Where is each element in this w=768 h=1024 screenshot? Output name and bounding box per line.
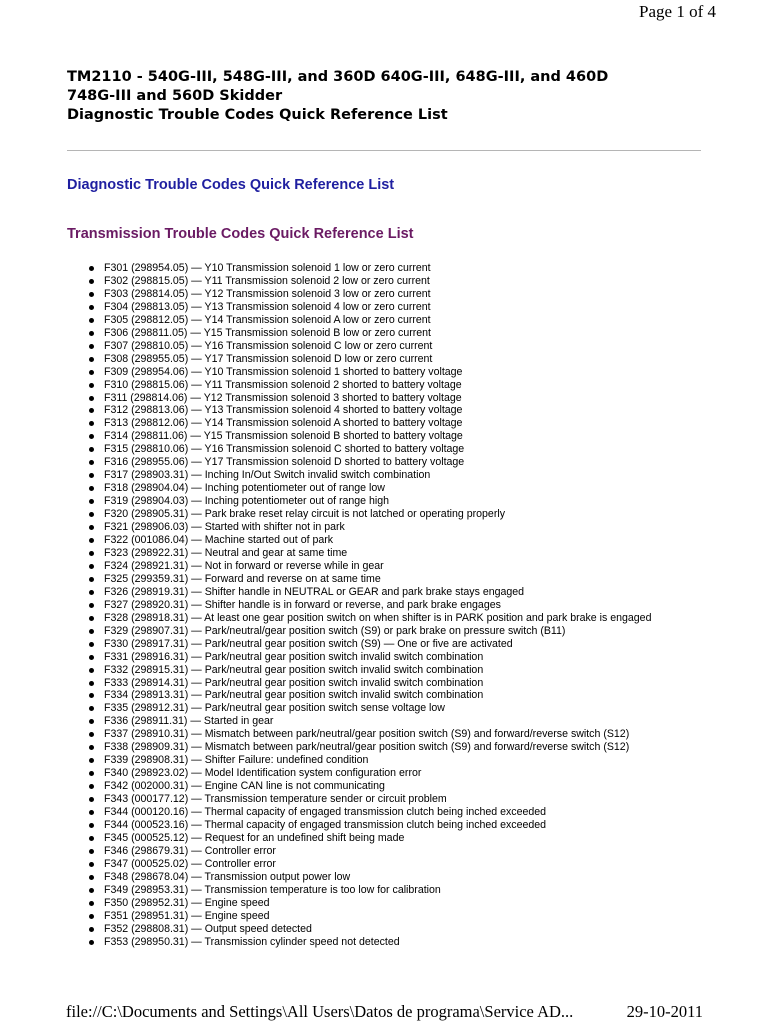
trouble-code-item: F314 (298811.06) — Y15 Transmission solenoid B shorted to battery voltage	[88, 430, 651, 443]
horizontal-divider	[67, 150, 701, 151]
trouble-code-item: F321 (298906.03) — Started with shifter not in park	[88, 521, 651, 534]
title-line: TM2110 - 540G-III, 548G-III, and 360D 640G-III, 648G-III, and 460D	[67, 69, 609, 85]
trouble-code-item: F328 (298918.31) — At least one gear position switch on when shifter is in PARK position and park brake is engaged	[88, 612, 651, 625]
trouble-code-item: F326 (298919.31) — Shifter handle in NEUTRAL or GEAR and park brake stays engaged	[88, 586, 651, 599]
title-line: Diagnostic Trouble Codes Quick Reference List	[67, 107, 448, 123]
trouble-code-item: F347 (000525.02) — Controller error	[88, 858, 651, 871]
trouble-code-item: F346 (298679.31) — Controller error	[88, 845, 651, 858]
trouble-code-item: F340 (298923.02) — Model Identification system configuration error	[88, 767, 651, 780]
trouble-code-item: F311 (298814.06) — Y12 Transmission solenoid 3 shorted to battery voltage	[88, 392, 651, 405]
trouble-code-list	[88, 262, 651, 949]
trouble-code-item: F352 (298808.31) — Output speed detected	[88, 923, 651, 936]
trouble-code-item: F332 (298915.31) — Park/neutral gear position switch invalid switch combination	[88, 664, 651, 677]
trouble-code-item: F323 (298922.31) — Neutral and gear at same time	[88, 547, 651, 560]
trouble-code-item: F325 (299359.31) — Forward and reverse on at same time	[88, 573, 651, 586]
trouble-code-item: F348 (298678.04) — Transmission output power low	[88, 871, 651, 884]
trouble-code-item: F302 (298815.05) — Y11 Transmission solenoid 2 low or zero current	[88, 275, 651, 288]
trouble-code-item: F319 (298904.03) — Inching potentiometer out of range high	[88, 495, 651, 508]
trouble-code-item: F324 (298921.31) — Not in forward or reverse while in gear	[88, 560, 651, 573]
trouble-code-item: F350 (298952.31) — Engine speed	[88, 897, 651, 910]
trouble-code-item: F327 (298920.31) — Shifter handle is in forward or reverse, and park brake engages	[88, 599, 651, 612]
trouble-code-item: F330 (298917.31) — Park/neutral gear position switch (S9) — One or five are activated	[88, 638, 651, 651]
trouble-code-item: F312 (298813.06) — Y13 Transmission solenoid 4 shorted to battery voltage	[88, 404, 651, 417]
trouble-code-item: F351 (298951.31) — Engine speed	[88, 910, 651, 923]
title-line: 748G-III and 560D Skidder	[67, 88, 283, 104]
trouble-code-item: F335 (298912.31) — Park/neutral gear position switch sense voltage low	[88, 702, 651, 715]
trouble-code-item: F304 (298813.05) — Y13 Transmission solenoid 4 low or zero current	[88, 301, 651, 314]
trouble-code-item: F336 (298911.31) — Started in gear	[88, 715, 651, 728]
trouble-code-item: F334 (298913.31) — Park/neutral gear position switch invalid switch combination	[88, 689, 651, 702]
trouble-code-item: F303 (298814.05) — Y12 Transmission solenoid 3 low or zero current	[88, 288, 651, 301]
trouble-code-item: F349 (298953.31) — Transmission temperature is too low for calibration	[88, 884, 651, 897]
trouble-code-item: F344 (000120.16) — Thermal capacity of engaged transmission clutch being inched exceeded	[88, 806, 651, 819]
trouble-code-item: F317 (298903.31) — Inching In/Out Switch invalid switch combination	[88, 469, 651, 482]
section-heading: Diagnostic Trouble Codes Quick Reference List	[67, 177, 395, 193]
trouble-code-item: F307 (298810.05) — Y16 Transmission solenoid C low or zero current	[88, 340, 651, 353]
trouble-code-item: F305 (298812.05) — Y14 Transmission solenoid A low or zero current	[88, 314, 651, 327]
page-number: Page 1 of 4	[639, 2, 716, 21]
trouble-code-item: F322 (001086.04) — Machine started out of park	[88, 534, 651, 547]
trouble-code-item: F315 (298810.06) — Y16 Transmission solenoid C shorted to battery voltage	[88, 443, 651, 456]
document-title	[67, 68, 727, 125]
trouble-code-item: F337 (298910.31) — Mismatch between park/neutral/gear position switch (S9) and forward/reverse switch (S12)	[88, 728, 651, 741]
trouble-code-item: F338 (298909.31) — Mismatch between park/neutral/gear position switch (S9) and forward/reverse switch (S12)	[88, 741, 651, 754]
trouble-code-item: F344 (000523.16) — Thermal capacity of engaged transmission clutch being inched exceeded	[88, 819, 651, 832]
trouble-code-item: F331 (298916.31) — Park/neutral gear position switch invalid switch combination	[88, 651, 651, 664]
trouble-code-item: F333 (298914.31) — Park/neutral gear position switch invalid switch combination	[88, 677, 651, 690]
trouble-code-item: F339 (298908.31) — Shifter Failure: undefined condition	[88, 754, 651, 767]
trouble-code-item: F343 (000177.12) — Transmission temperature sender or circuit problem	[88, 793, 651, 806]
trouble-code-item: F310 (298815.06) — Y11 Transmission solenoid 2 shorted to battery voltage	[88, 379, 651, 392]
trouble-code-item: F306 (298811.05) — Y15 Transmission solenoid B low or zero current	[88, 327, 651, 340]
trouble-code-item: F313 (298812.06) — Y14 Transmission solenoid A shorted to battery voltage	[88, 417, 651, 430]
trouble-code-item: F329 (298907.31) — Park/neutral/gear position switch (S9) or park brake on pressure switch (B11)	[88, 625, 651, 638]
trouble-code-item: F353 (298950.31) — Transmission cylinder speed not detected	[88, 936, 651, 949]
footer-date: 29-10-2011	[626, 1002, 703, 1021]
trouble-code-item: F309 (298954.06) — Y10 Transmission solenoid 1 shorted to battery voltage	[88, 366, 651, 379]
trouble-code-item: F316 (298955.06) — Y17 Transmission solenoid D shorted to battery voltage	[88, 456, 651, 469]
trouble-code-item: F301 (298954.05) — Y10 Transmission solenoid 1 low or zero current	[88, 262, 651, 275]
trouble-code-item: F345 (000525.12) — Request for an undefined shift being made	[88, 832, 651, 845]
subsection-heading: Transmission Trouble Codes Quick Reference List	[67, 226, 414, 242]
trouble-code-item: F320 (298905.31) — Park brake reset relay circuit is not latched or operating properly	[88, 508, 651, 521]
trouble-code-item: F308 (298955.05) — Y17 Transmission solenoid D low or zero current	[88, 353, 651, 366]
footer-file-path: file://C:\Documents and Settings\All Users\Datos de programa\Service AD...	[66, 1002, 574, 1021]
trouble-code-item: F342 (002000.31) — Engine CAN line is not communicating	[88, 780, 651, 793]
trouble-code-item: F318 (298904.04) — Inching potentiometer out of range low	[88, 482, 651, 495]
